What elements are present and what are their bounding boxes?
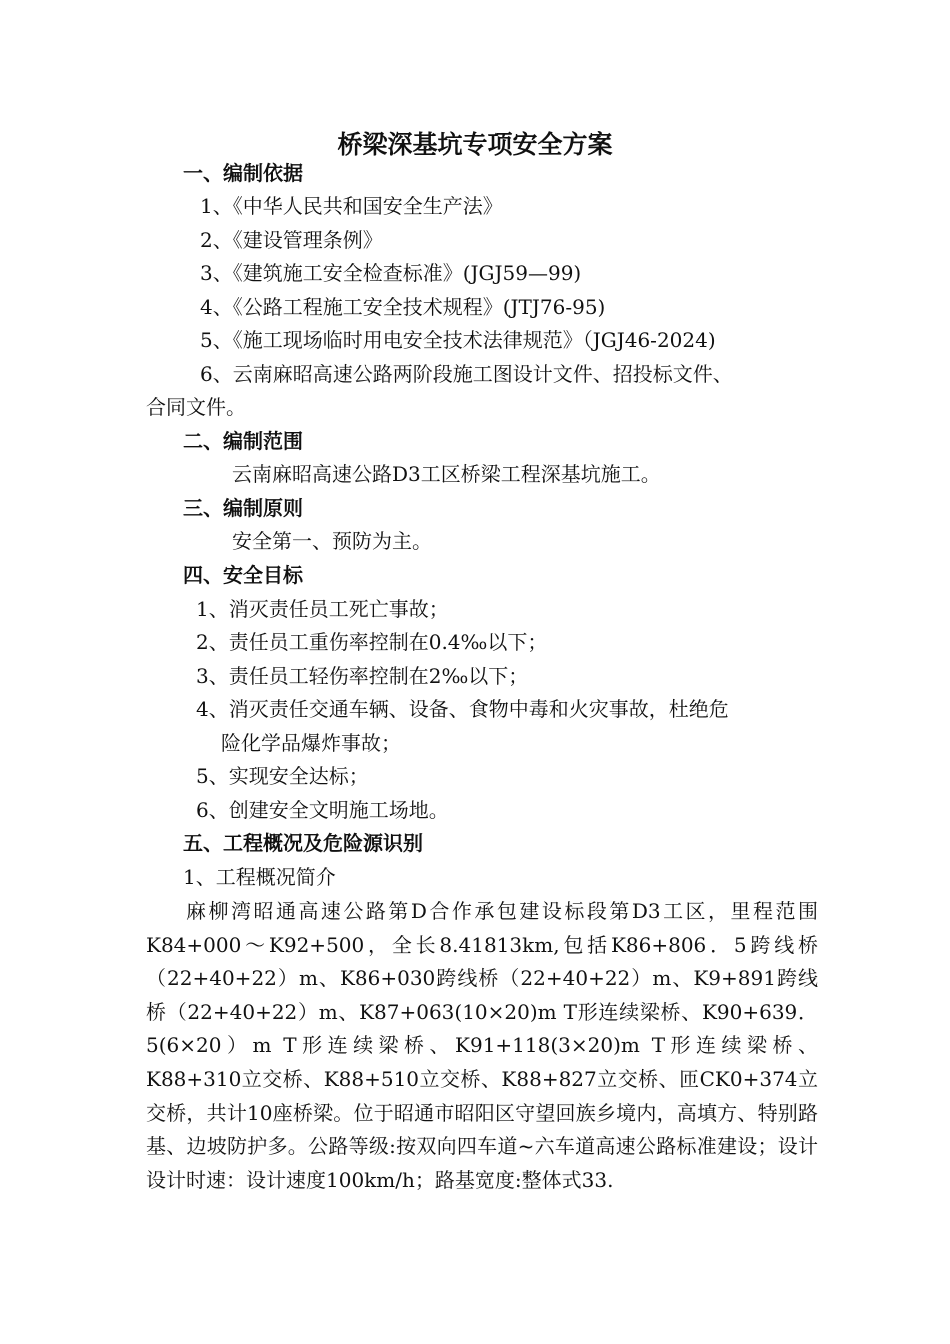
basis-item-3: 3、《建筑施工安全检查标准》(JGJ59—99)	[200, 261, 582, 285]
principle-text: 安全第一、预防为主。	[232, 529, 432, 553]
goal-item-3: 3、责任员工轻伤率控制在2‰以下；	[196, 664, 529, 688]
basis-item-2: 2、《建设管理条例》	[200, 228, 383, 252]
goal-item-2: 2、责任员工重伤率控制在0.4‰以下；	[196, 630, 548, 654]
basis-item-4: 4、《公路工程施工安全技术规程》(JTJ76-95)	[200, 295, 606, 319]
goal-item-6: 6、创建安全文明施工场地。	[196, 798, 449, 822]
section-heading-scope: 二、编制范围	[183, 429, 303, 453]
goal-item-5: 5、实现安全达标；	[196, 764, 369, 788]
basis-item-6-continuation: 合同文件。	[146, 395, 246, 419]
basis-item-6: 6、云南麻昭高速公路两阶段施工图设计文件、招投标文件、	[200, 362, 733, 386]
goal-item-4: 4、消灭责任交通车辆、设备、食物中毒和火灾事故，杜绝危	[196, 697, 729, 721]
overview-paragraph: 麻柳湾昭通高速公路第D合作承包建设标段第D3工区，里程范围K84+000～K92+500，全长8.41813km,包括K86+806．5跨线桥（22+40+22）m、K86+030跨线桥（22+40+22）m、K9+891跨线桥（22+40+22）m、K87+063(10×20)m T形连续梁桥、K90+639．5(6×20）m T形连续梁桥、K91+118(3×20)m T形连续梁桥、K88+310立交桥、K88+510立交桥、K88+827立交桥、匝CK0+374立交桥，共计10座桥梁。位于昭通市昭阳区守望回族乡境内，高填方、特别路基、边坡防护多。公路等级:按双向四车道~六车道高速公路标准建设；设计设计时速：设计速度100km/h；路基宽度:整体式33.	[146, 899, 818, 1192]
basis-item-5: 5、《施工现场临时用电安全技术法律规范》（JGJ46-2024)	[200, 328, 716, 352]
section-heading-goals: 四、安全目标	[183, 563, 303, 587]
basis-item-1: 1、《中华人民共和国安全生产法》	[200, 194, 503, 218]
scope-text: 云南麻昭高速公路D3工区桥梁工程深基坑施工。	[232, 462, 661, 486]
goal-item-1: 1、消灭责任员工死亡事故；	[196, 597, 449, 621]
section-heading-overview: 五、工程概况及危险源识别	[183, 831, 423, 855]
section-heading-basis: 一、编制依据	[183, 161, 303, 185]
document-title: 桥梁深基坑专项安全方案	[337, 130, 613, 159]
overview-subheading: 1、工程概况简介	[183, 865, 336, 889]
section-heading-principle: 三、编制原则	[183, 496, 303, 520]
goal-item-4-continuation: 险化学品爆炸事故；	[221, 731, 401, 755]
